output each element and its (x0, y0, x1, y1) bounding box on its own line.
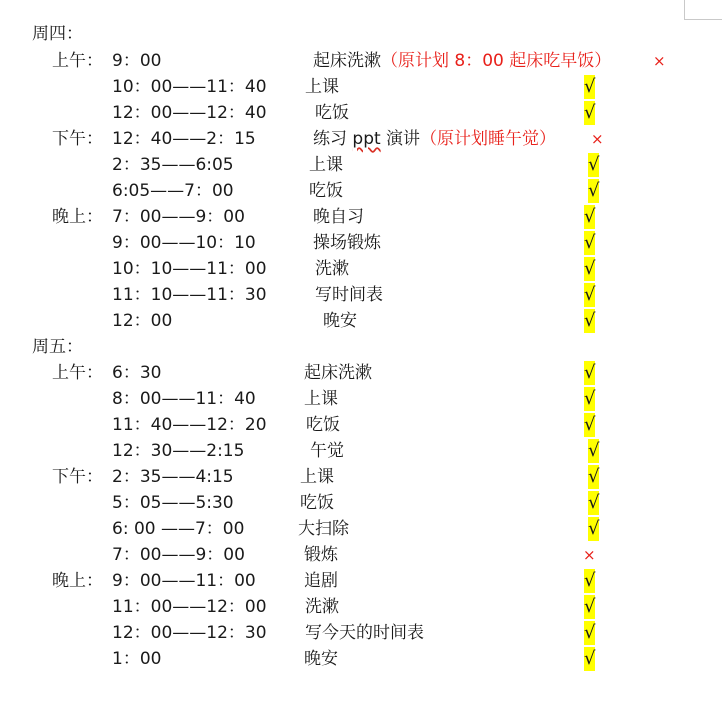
thursday-status-5-check: √ (588, 180, 600, 201)
friday-status-8-check: √ (584, 570, 596, 591)
friday-time-3: 12：30——2:15 (112, 441, 245, 461)
friday-activity-4: 上课 (300, 467, 334, 487)
friday-status-2-check: √ (584, 414, 596, 435)
friday-activity-11: 晚安 (304, 649, 338, 669)
friday-activity-0: 起床洗漱 (304, 363, 372, 383)
thursday-time-2: 12：00——12：40 (112, 103, 267, 123)
thursday-activity-3 (313, 128, 556, 150)
thursday-time-3: 12：40——2：15 (112, 129, 256, 149)
friday-status-5-check: √ (588, 492, 600, 513)
thursday-status-0-cross: × (653, 52, 666, 70)
thursday-time-4: 2：35——6:05 (112, 155, 234, 175)
friday-status-0-check: √ (584, 362, 596, 383)
thursday-activity-10: 晚安 (323, 311, 357, 331)
friday-activity-10: 写今天的时间表 (305, 623, 424, 643)
friday-status-9-check: √ (584, 596, 596, 617)
thursday-status-10-check: √ (584, 310, 596, 331)
friday-time-4: 2：35——4:15 (112, 467, 234, 487)
friday-activity-6: 大扫除 (298, 519, 349, 539)
thursday-activity-3-post: 演讲 (380, 129, 421, 149)
friday-status-10-check: √ (584, 622, 596, 643)
friday-time-8: 9：00——11：00 (112, 571, 256, 591)
thursday-evening-label: 晚上： (52, 207, 103, 227)
thursday-time-5: 6:05——7：00 (112, 181, 234, 201)
thursday-time-1: 10：00——11：40 (112, 77, 267, 97)
thursday-activity-7: 操场锻炼 (313, 233, 381, 253)
thursday-status-7-check: √ (584, 232, 596, 253)
friday-afternoon-label: 下午： (52, 467, 103, 487)
friday-status-7-cross: × (583, 546, 596, 564)
thursday-status-1-check: √ (584, 76, 596, 97)
friday-heading: 周五： (32, 337, 83, 357)
thursday-activity-3-pre: 练习 (313, 129, 353, 149)
friday-status-11-check: √ (584, 648, 596, 669)
thursday-activity-9: 写时间表 (315, 285, 383, 305)
thursday-note-3: （原计划睡午觉） (420, 129, 557, 149)
friday-time-6: 6: 00 ——7：00 (112, 519, 245, 539)
friday-time-10: 12：00——12：30 (112, 623, 267, 643)
thursday-time-0: 9：00 (112, 51, 162, 71)
thursday-activity-2: 吃饭 (315, 103, 349, 123)
friday-activity-8: 追剧 (304, 571, 338, 591)
friday-time-0: 6：30 (112, 363, 162, 383)
friday-activity-7: 锻炼 (304, 545, 338, 565)
friday-activity-5: 吃饭 (300, 493, 334, 513)
friday-time-7: 7：00——9：00 (112, 545, 245, 565)
friday-time-1: 8：00——11：40 (112, 389, 256, 409)
thursday-activity-6: 晚自习 (313, 207, 364, 227)
friday-status-1-check: √ (584, 388, 596, 409)
friday-time-11: 1：00 (112, 649, 162, 669)
thursday-activity-0-text: 起床洗漱 (313, 51, 381, 71)
friday-activity-3: 午觉 (310, 441, 344, 461)
thursday-status-4-check: √ (588, 154, 600, 175)
page-corner-marker (684, 0, 722, 20)
friday-status-6-check: √ (588, 518, 600, 539)
thursday-activity-5: 吃饭 (309, 181, 343, 201)
friday-activity-2: 吃饭 (306, 415, 340, 435)
thursday-status-9-check: √ (584, 284, 596, 305)
friday-time-2: 11：40——12：20 (112, 415, 267, 435)
thursday-time-9: 11：10——11：30 (112, 285, 267, 305)
thursday-status-2-check: √ (584, 102, 596, 123)
thursday-time-10: 12：00 (112, 311, 173, 331)
friday-morning-label: 上午： (52, 363, 103, 383)
friday-status-3-check: √ (588, 440, 600, 461)
thursday-time-7: 9：00——10：10 (112, 233, 256, 253)
thursday-heading: 周四： (32, 24, 83, 44)
thursday-status-6-check: √ (584, 206, 596, 227)
thursday-activity-1: 上课 (305, 77, 339, 97)
friday-activity-9: 洗漱 (305, 597, 339, 617)
thursday-status-8-check: √ (584, 258, 596, 279)
thursday-morning-label: 上午： (52, 51, 103, 71)
thursday-status-3-cross: × (591, 130, 604, 148)
friday-time-5: 5：05——5:30 (112, 493, 234, 513)
friday-time-9: 11：00——12：00 (112, 597, 267, 617)
thursday-activity-3-ppt: ppt (352, 129, 381, 149)
friday-activity-1: 上课 (304, 389, 338, 409)
friday-evening-label: 晚上： (52, 571, 103, 591)
friday-status-4-check: √ (588, 466, 600, 487)
thursday-activity-4: 上课 (309, 155, 343, 175)
thursday-afternoon-label: 下午： (52, 129, 103, 149)
thursday-activity-0 (313, 50, 611, 72)
thursday-time-8: 10：10——11：00 (112, 259, 267, 279)
thursday-time-6: 7：00——9：00 (112, 207, 245, 227)
thursday-note-0: （原计划 8：00 起床吃早饭） (381, 51, 612, 71)
thursday-activity-8: 洗漱 (315, 259, 349, 279)
